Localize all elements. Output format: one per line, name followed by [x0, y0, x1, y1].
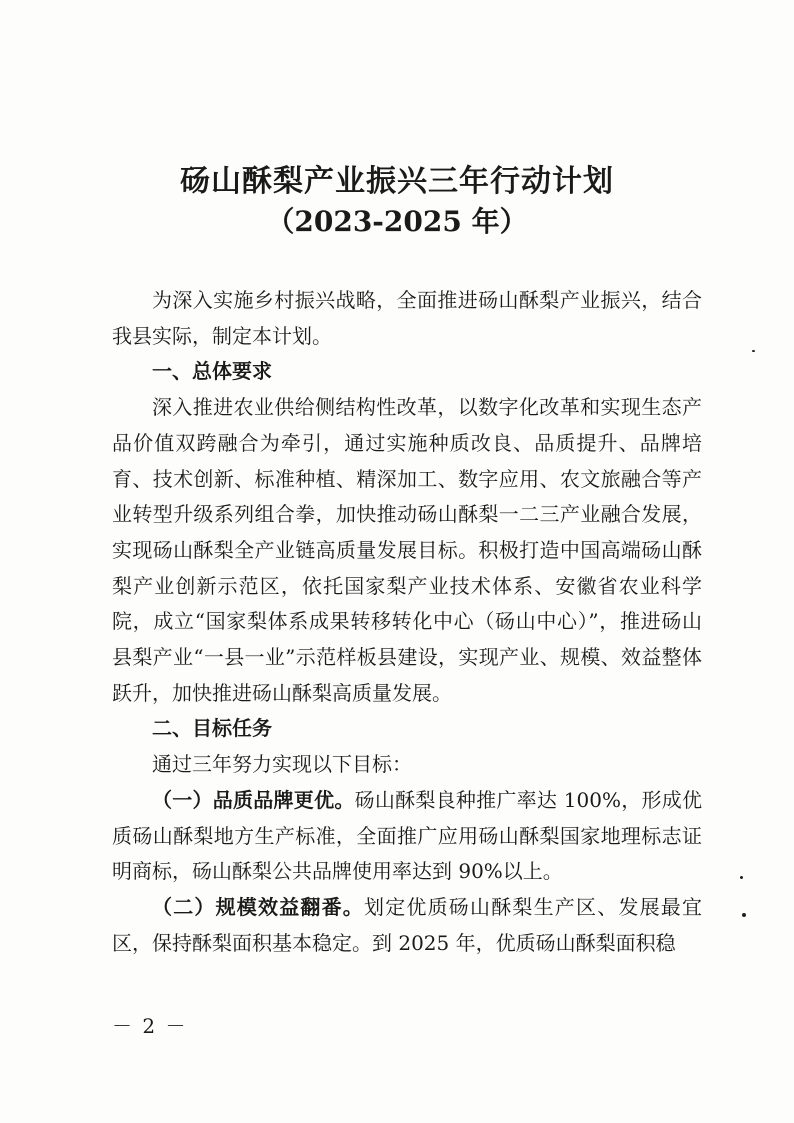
section-1-heading: 一、总体要求 — [152, 359, 272, 384]
section-2-heading: 二、目标任务 — [152, 716, 272, 741]
target-item-1-text: 砀山酥梨良种推广率达 100%，形成优质砀山酥梨地方生产标准，全面推广应用砀山酥梨国家地理标志证明商标，砀山酥梨公共品牌使用率达到 90%以上。 — [112, 787, 703, 884]
page-number: － 2 － — [112, 1014, 188, 1038]
document-subtitle: （2023-2025 年） — [266, 205, 528, 238]
document-body — [112, 283, 702, 961]
intro-paragraph: 为深入实施乡村振兴战略，全面推进砀山酥梨产业振兴，结合我县实际，制定本计划。 — [112, 288, 702, 348]
scan-speck — [752, 350, 755, 352]
target-item-2-label: （二）规模效益翻番。 — [152, 894, 364, 919]
target-item-1-label: （一）品质品牌更优。 — [152, 787, 355, 812]
scan-speck — [742, 913, 746, 917]
target-item-2 — [112, 890, 702, 961]
scan-speck — [740, 876, 743, 879]
target-item-1 — [112, 783, 702, 890]
document-title: 砀山酥梨产业振兴三年行动计划 — [180, 164, 614, 199]
target-item-2-text: 划定优质砀山酥梨生产区、发展最宜区，保持酥梨面积基本稳定。到 2025 年，优质砀山酥梨面积稳 — [112, 894, 702, 955]
section-1-paragraph: 深入推进农业供给侧结构性改革，以数字化改革和实现生态产品价值双跨融合为牵引，通过实施种质改良、品质提升、品牌培育、技术创新、标准种植、精深加工、数字应用、农文旅融合等产业转型升级系列组合拳，加快推动砀山酥梨一二三产业融合发展，实现砀山酥梨全产业链高质量发展目标。积极打造中国高端砀山酥梨产业创新示范区，依托国家梨产业技术体系、安徽省农业科学院，成立“国家梨体系成果转移转化中心（砀山中心）”，推进砀山县梨产业“一县一业”示范样板县建设，实现产业、规模、效益整体跃升，加快推进砀山酥梨高质量发展。 — [112, 395, 702, 705]
section-2-lead: 通过三年努力实现以下目标： — [152, 752, 412, 777]
